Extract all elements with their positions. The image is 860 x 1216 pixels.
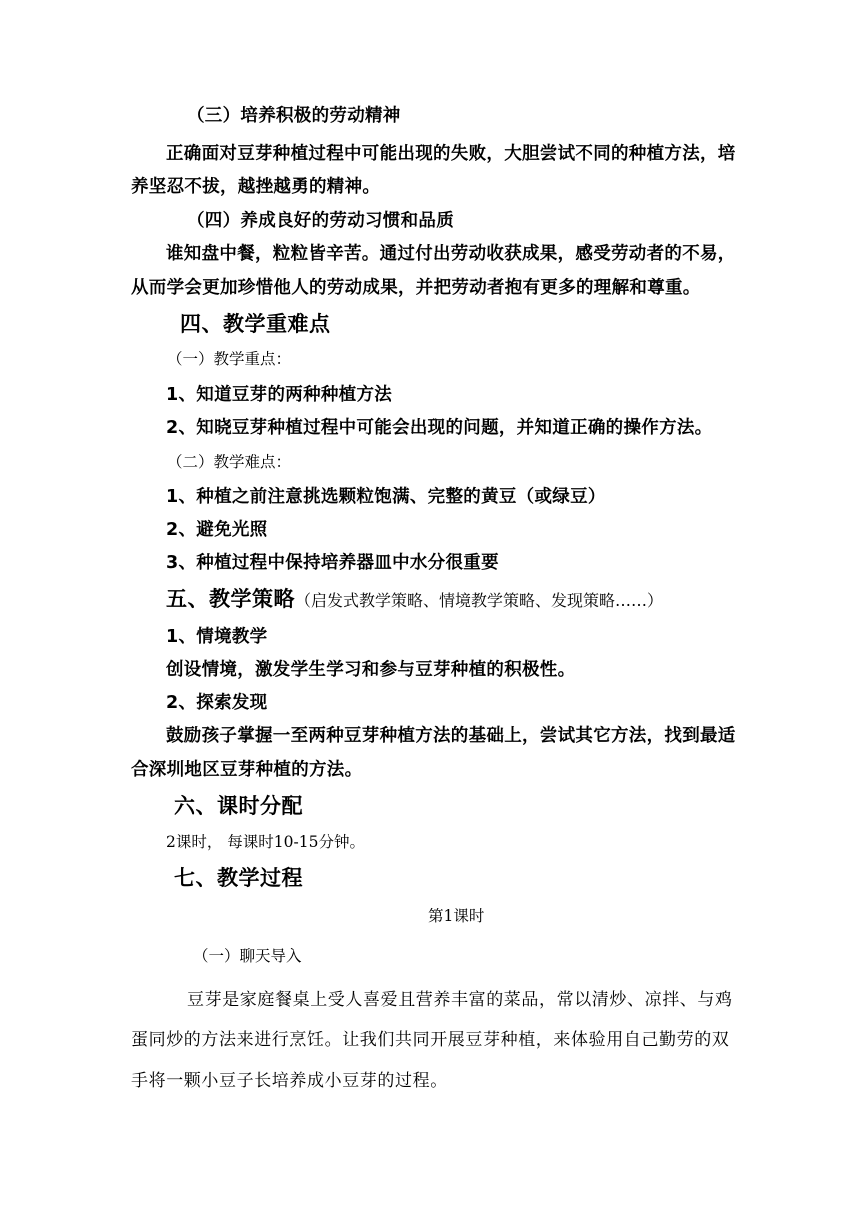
- chapter-heading-6: 六、课时分配: [174, 794, 303, 818]
- paragraph-line: 创设情境，激发学生学习和参与豆芽种植的积极性。: [166, 660, 576, 680]
- chapter-heading-5-note: （启发式教学策略、情境教学策略、发现策略……）: [295, 591, 664, 610]
- list-item: 2、知晓豆芽种植过程中可能会出现的问题，并知道正确的操作方法。: [166, 418, 713, 438]
- paragraph-line: 豆芽是家庭餐桌上受人喜爱且营养丰富的菜品，常以清炒、凉拌、与鸡: [187, 990, 733, 1010]
- list-item: 1、知道豆芽的两种种植方法: [166, 385, 393, 405]
- paragraph-line: 从而学会更加珍惜他人的劳动成果，并把劳动者抱有更多的理解和尊重。: [131, 278, 701, 298]
- chapter-heading-4: 四、教学重难点: [180, 312, 331, 336]
- paragraph-line: 鼓励孩子掌握一至两种豆芽种植方法的基础上，尝试其它方法，找到最适: [166, 726, 736, 746]
- paragraph-line: 蛋同炒的方法来进行烹饪。让我们共同开展豆芽种植，来体验用自己勤劳的双: [131, 1030, 730, 1050]
- chapter-heading-5: [166, 583, 663, 613]
- section-heading-3: （三）培养积极的劳动精神: [187, 106, 401, 126]
- paragraph-line: 合深圳地区豆芽种植的方法。: [131, 760, 363, 780]
- paragraph-line: 正确面对豆芽种植过程中可能出现的失败，大胆尝试不同的种植方法，培: [166, 144, 736, 164]
- paragraph-line: 手将一颗小豆子长培养成小豆芽的过程。: [131, 1071, 448, 1091]
- strategy-heading: 2、探索发现: [166, 693, 268, 713]
- chapter-heading-5-title: 五、教学策略: [166, 587, 295, 611]
- sub-heading: （一）聊天导入: [193, 947, 302, 965]
- chapter-heading-7: 七、教学过程: [174, 866, 303, 890]
- sub-heading: （一）教学重点：: [167, 350, 292, 368]
- section-heading-4: （四）养成良好的劳动习惯和品质: [187, 211, 454, 231]
- lesson-title: 第1课时: [428, 907, 485, 925]
- list-item: 3、种植过程中保持培养器皿中水分很重要: [166, 553, 499, 573]
- paragraph-line: 谁知盘中餐，粒粒皆辛苦。通过付出劳动收获成果，感受劳动者的不易，: [166, 244, 736, 264]
- sub-heading: （二）教学难点：: [167, 453, 292, 471]
- list-item: 1、种植之前注意挑选颗粒饱满、完整的黄豆（或绿豆）: [166, 487, 606, 507]
- paragraph-line: 2课时， 每课时10-15分钟。: [166, 833, 365, 851]
- strategy-heading: 1、情境教学: [166, 627, 268, 647]
- list-item: 2、避免光照: [166, 520, 268, 540]
- paragraph-line: 养坚忍不拔，越挫越勇的精神。: [131, 177, 381, 197]
